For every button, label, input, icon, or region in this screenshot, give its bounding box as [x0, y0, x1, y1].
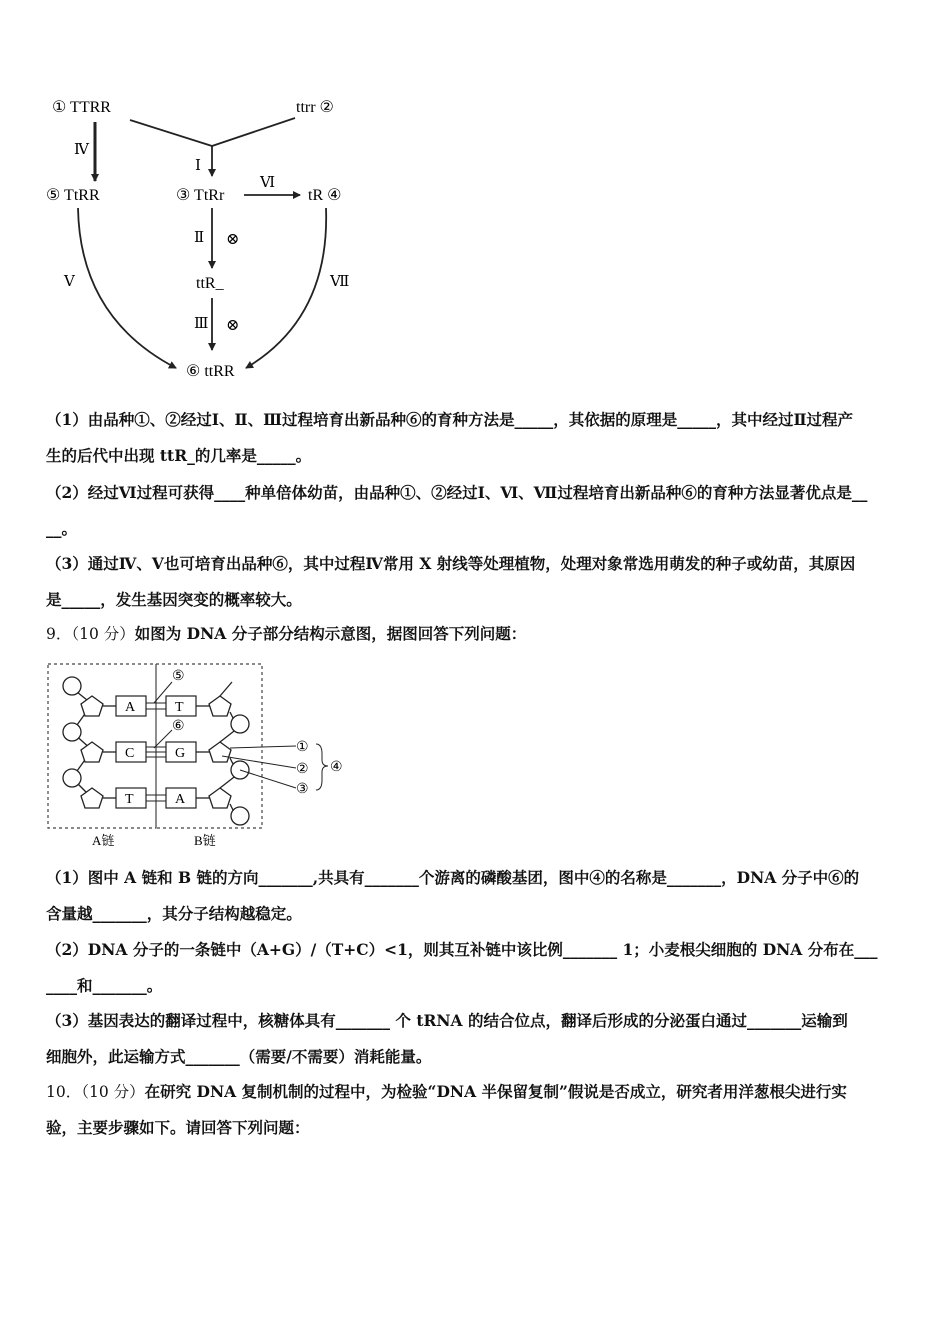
q10-number: 10．（10 分）	[46, 1083, 145, 1101]
arrow-process-5	[78, 208, 176, 368]
selfing-icon: ⊗	[226, 317, 240, 334]
q8-line-2: 生的后代中出现 ttR_的几率是_____。	[46, 446, 312, 465]
q9-stem-text: 如图为 DNA 分子部分结构示意图，据图回答下列问题：	[134, 624, 527, 643]
base-b-label-3: A	[175, 792, 186, 807]
label-5: ⑤	[172, 669, 185, 684]
cross-line-right	[212, 118, 295, 146]
q9-line-6: 细胞外，此运输方式_______（需要/不需要）消耗能量。	[46, 1047, 432, 1066]
breeding-pathway-diagram	[40, 88, 360, 388]
node-tr-4: tR ④	[308, 187, 342, 204]
label-process-1: Ⅰ	[195, 158, 201, 174]
q9-number: 9．（10 分）	[46, 625, 135, 643]
chain-b-label: B链	[194, 833, 216, 848]
chain-a-label: A链	[92, 833, 115, 848]
cross-line-left	[130, 120, 212, 146]
node-ttrr-1: ① TTRR	[52, 99, 111, 116]
phosphate-a-3	[63, 769, 81, 787]
node-ttrr-2: ttrr ②	[296, 99, 334, 116]
q8-line-4: __。	[46, 519, 78, 538]
node-ttr-mid: ttR_	[196, 275, 224, 292]
base-b-label-1: T	[175, 700, 184, 715]
q10-line-2: 验，主要步骤如下。请回答下列问题：	[46, 1118, 310, 1137]
q8-line-1: （1）由品种①、②经过Ⅰ、Ⅱ、Ⅲ过程培育出新品种⑥的育种方法是_____，其依据的原理是_____，其中经过Ⅱ过程产	[46, 410, 854, 429]
label-1: ①	[296, 740, 309, 755]
base-a-label-1: A	[125, 700, 136, 715]
label-process-2: Ⅱ	[194, 230, 205, 246]
phosphate-a-1	[63, 677, 81, 695]
label-3: ③	[296, 782, 309, 797]
deoxyribose-b-1	[209, 696, 231, 716]
label-process-5: Ⅴ	[64, 274, 75, 290]
deoxyribose-a-1	[81, 696, 103, 716]
q9-line-4: ____和_______。	[46, 976, 163, 995]
brace-4	[316, 744, 328, 790]
node-ttrr-3: ③ TtRr	[176, 187, 225, 204]
q9-stem	[46, 624, 908, 644]
label-process-6: Ⅵ	[260, 175, 276, 191]
q9-line-1: （1）图中 A 链和 B 链的方向_______,共具有_______个游离的磷酸基团，图中④的名称是_______，DNA 分子中⑥的	[46, 868, 860, 887]
deoxyribose-a-2	[81, 742, 103, 762]
phosphate-b-3	[231, 807, 249, 825]
base-b-label-2: G	[175, 746, 186, 761]
label-6: ⑥	[172, 719, 185, 734]
label-process-7: Ⅶ	[330, 274, 350, 290]
label-4: ④	[330, 760, 343, 775]
deoxyribose-b-3	[209, 788, 231, 808]
q10-line-1	[46, 1082, 908, 1102]
deoxyribose-b-2	[209, 742, 231, 762]
q8-line-3: （2）经过Ⅵ过程可获得____种单倍体幼苗，由品种①、②经过Ⅰ、Ⅵ、Ⅶ过程培育出新品种⑥的育种方法显著优点是__	[46, 483, 868, 502]
selfing-icon: ⊗	[226, 231, 240, 248]
q9-line-3: （2）DNA 分子的一条链中（A+G）/（T+C）<1，则其互补链中该比例_______ 1；小麦根尖细胞的 DNA 分布在___	[46, 940, 878, 959]
q9-line-5: （3）基因表达的翻译过程中，核糖体具有_______ 个 tRNA 的结合位点，翻译后形成的分泌蛋白通过_______运输到	[46, 1011, 848, 1030]
q8-line-5: （3）通过Ⅳ、Ⅴ也可培育出品种⑥，其中过程Ⅳ常用 X 射线等处理植物，处理对象常选用萌发的种子或幼苗，其原因	[46, 554, 856, 573]
node-ttrr-5: ⑤ TtRR	[46, 187, 100, 204]
phosphate-b-1	[231, 715, 249, 733]
b-strand-backbone	[196, 682, 249, 825]
phosphate-a-2	[63, 723, 81, 741]
label-2: ②	[296, 762, 309, 777]
label-process-3: Ⅲ	[194, 316, 209, 332]
q9-line-2: 含量越_______，其分子结构越稳定。	[46, 904, 302, 923]
label-process-4: Ⅳ	[74, 142, 89, 158]
dna-structure-diagram	[44, 660, 354, 855]
arrow-process-7	[246, 208, 326, 368]
q8-line-6: 是_____，发生基因突变的概率较大。	[46, 590, 302, 609]
node-ttrr-6: ⑥ ttRR	[186, 363, 235, 380]
base-a-label-2: C	[125, 746, 135, 761]
q10-stem-text: 在研究 DNA 复制机制的过程中，为检验“DNA 半保留复制”假说是否成立，研究者用洋葱根尖进行实	[144, 1082, 847, 1101]
base-a-label-3: T	[125, 792, 134, 807]
a-strand-backbone	[63, 677, 116, 808]
